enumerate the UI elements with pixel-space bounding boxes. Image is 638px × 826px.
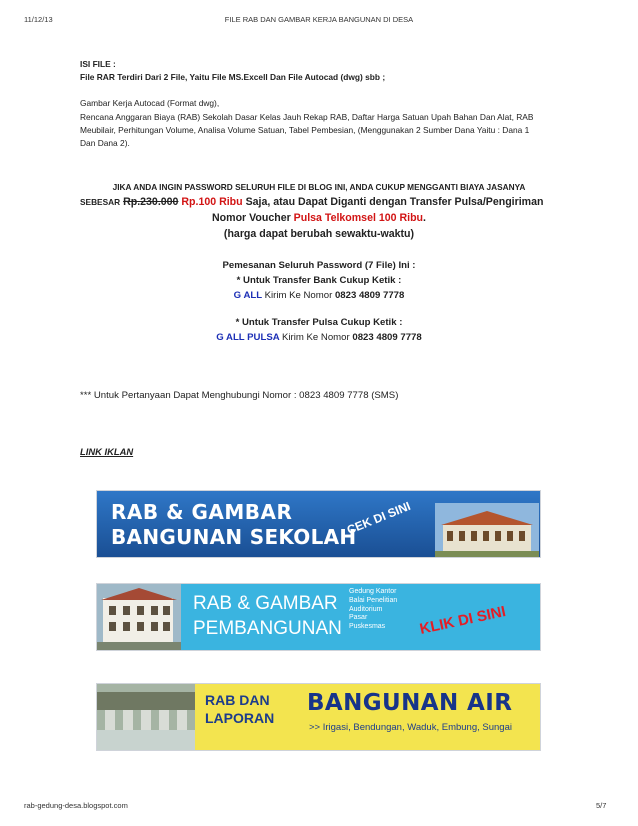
page-header-title: FILE RAB DAN GAMBAR KERJA BANGUNAN DI DESA [224, 15, 414, 24]
ad-banner-pembangunan[interactable] [96, 583, 541, 651]
new-price: Rp.100 Ribu [181, 196, 243, 208]
price-note: (harga dapat berubah sewaktu-waktu) [223, 228, 415, 240]
isi-para-line: Rencana Anggaran Biaya (RAB) Sekolah Dasar Kelas Jauh Rekap RAB, Daftar Harga Satuan Upah Bahan Dan Alat, RAB [80, 112, 534, 122]
kirim-text: Kirim Ke Nomor [264, 290, 333, 301]
banner2-line2: PEMBANGUNAN [193, 618, 342, 639]
bank-number: 0823 4809 7778 [334, 290, 405, 301]
isi-para-line: Meubilair, Perhitungan Volume, Analisa Volume Satuan, Tabel Pembesian, (Menggunakan 2 Sumber Dana Yaitu : Dana 1 [80, 125, 530, 135]
school-building-icon [435, 503, 539, 557]
offer-rest: Saja, atau Dapat Diganti dengan Transfer Pulsa/Pengiriman [245, 196, 544, 208]
banner3-subtitle: >> Irigasi, Bendungan, Waduk, Embung, Sungai [309, 722, 512, 733]
old-price: Rp.230.000 [123, 196, 179, 208]
sebesar-text: SEBESAR [80, 197, 121, 207]
isi-paragraph [80, 111, 560, 150]
voucher-prefix: Nomor Voucher [212, 212, 291, 224]
kirim-text: Kirim Ke Nomor [282, 332, 350, 343]
banner2-list-item: Auditorium [349, 605, 383, 613]
banner1-line2: BANGUNAN SEKOLAH [111, 525, 357, 549]
isi-subheading: File RAR Terdiri Dari 2 File, Yaitu File MS.Excell Dan File Autocad (dwg) sbb ; [80, 72, 386, 82]
office-building-icon [97, 584, 181, 650]
banner3-line2: LAPORAN [205, 710, 275, 726]
pemesanan-title: Pemesanan Seluruh Password (7 File) Ini : [222, 260, 416, 271]
banner2-cta: KLIK DI SINI [418, 603, 508, 638]
banner2-list-item: Gedung Kantor [349, 588, 397, 595]
password-offer-line1: JIKA ANDA INGIN PASSWORD SELURUH FILE DI BLOG INI, ANDA CUKUP MENGGANTI BIAYA JASANYA [112, 182, 526, 192]
banner2-list-item: Balai Penelitian [349, 596, 398, 604]
link-iklan-heading[interactable]: LINK IKLAN [80, 446, 134, 457]
voucher-line [0, 212, 638, 224]
pulsa-transfer-label: * Untuk Transfer Pulsa Cukup Ketik : [235, 317, 403, 328]
banner3-line1: RAB DAN [205, 692, 270, 708]
ad-banner-bangunan-air[interactable] [96, 683, 541, 751]
banner2-list [349, 588, 397, 632]
banner2-list-item: Puskesmas [349, 623, 386, 631]
banner2-list-item: Pasar [349, 614, 368, 622]
ad-banner-school[interactable] [96, 490, 541, 558]
banner3-title: BANGUNAN AIR [307, 690, 513, 716]
voucher-highlight: Pulsa Telkomsel 100 Ribu [293, 212, 424, 224]
isi-heading: ISI FILE : [80, 59, 116, 69]
password-offer-line2 [80, 196, 570, 208]
isi-line1: Gambar Kerja Autocad (Format dwg), [80, 98, 220, 108]
print-date: 11/12/13 [24, 15, 53, 24]
banner1-cta: CEK DI SINI [344, 498, 413, 538]
voucher-dot: . [423, 212, 426, 224]
footer-page-number: 5/7 [596, 801, 607, 810]
banner2-line1: RAB & GAMBAR [193, 593, 338, 614]
bank-code: G ALL [233, 290, 262, 301]
pulsa-number: 0823 4809 7778 [352, 332, 422, 343]
footer-url: rab-gedung-desa.blogspot.com [24, 801, 128, 810]
bank-transfer-label: * Untuk Transfer Bank Cukup Ketik : [236, 275, 402, 286]
isi-para-line: Dan Dana 2). [80, 138, 130, 148]
bank-transfer-line [0, 288, 638, 303]
pulsa-transfer-line [0, 330, 638, 345]
dam-photo-icon [97, 684, 195, 750]
contact-line: *** Untuk Pertanyaan Dapat Menghubungi Nomor : 0823 4809 7778 (SMS) [80, 390, 399, 401]
banner1-line1: RAB & GAMBAR [111, 500, 293, 524]
pulsa-code: G ALL PULSA [216, 332, 280, 343]
